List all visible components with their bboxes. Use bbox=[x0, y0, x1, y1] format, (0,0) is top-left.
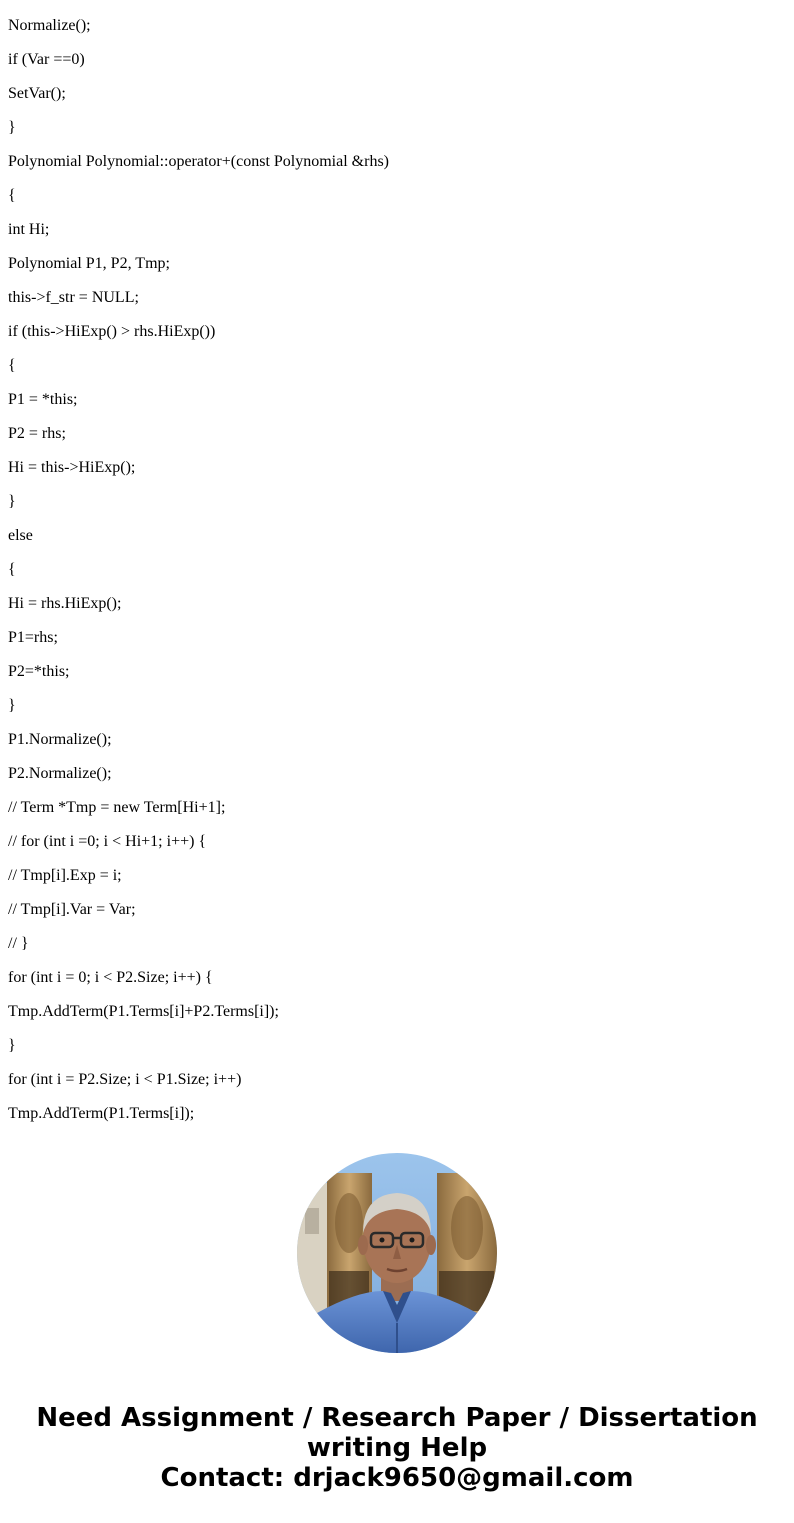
code-line: } bbox=[8, 119, 16, 136]
code-line: P1.Normalize(); bbox=[8, 731, 112, 748]
code-line: P1 = *this; bbox=[8, 391, 78, 408]
code-line: P2.Normalize(); bbox=[8, 765, 112, 782]
author-avatar bbox=[297, 1153, 497, 1353]
code-line: { bbox=[8, 561, 16, 578]
code-line: if (this->HiExp() > rhs.HiExp()) bbox=[8, 323, 216, 340]
promo-line: writing Help bbox=[306, 1433, 488, 1463]
code-listing bbox=[8, 17, 778, 1139]
code-line: Hi = rhs.HiExp(); bbox=[8, 595, 122, 612]
code-line: Polynomial P1, P2, Tmp; bbox=[8, 255, 170, 272]
promo-line: Need Assignment / Research Paper / Dissertation bbox=[36, 1403, 758, 1433]
code-line: this->f_str = NULL; bbox=[8, 289, 139, 306]
code-line: { bbox=[8, 357, 16, 374]
code-line: { bbox=[8, 187, 16, 204]
code-line: // for (int i =0; i < Hi+1; i++) { bbox=[8, 833, 207, 850]
code-line: P1=rhs; bbox=[8, 629, 58, 646]
contact-email: Contact: drjack9650@gmail.com bbox=[160, 1463, 634, 1493]
code-line: Tmp.AddTerm(P1.Terms[i]+P2.Terms[i]); bbox=[8, 1003, 279, 1020]
code-line: // Tmp[i].Var = Var; bbox=[8, 901, 136, 918]
code-line: Polynomial Polynomial::operator+(const Polynomial &rhs) bbox=[8, 153, 389, 170]
code-line: // } bbox=[8, 935, 29, 952]
code-line: Hi = this->HiExp(); bbox=[8, 459, 136, 476]
code-line: P2=*this; bbox=[8, 663, 70, 680]
code-line: // Term *Tmp = new Term[Hi+1]; bbox=[8, 799, 226, 816]
code-line: } bbox=[8, 697, 16, 714]
code-line: P2 = rhs; bbox=[8, 425, 66, 442]
code-line: Tmp.AddTerm(P1.Terms[i]); bbox=[8, 1105, 195, 1122]
person-photo-icon bbox=[297, 1153, 497, 1353]
code-line: } bbox=[8, 1037, 16, 1054]
code-line: if (Var ==0) bbox=[8, 51, 85, 68]
code-line: for (int i = P2.Size; i < P1.Size; i++) bbox=[8, 1071, 242, 1088]
code-line: SetVar(); bbox=[8, 85, 66, 102]
code-line: Normalize(); bbox=[8, 17, 91, 34]
code-line: } bbox=[8, 493, 16, 510]
code-line: // Tmp[i].Exp = i; bbox=[8, 867, 122, 884]
code-line: for (int i = 0; i < P2.Size; i++) { bbox=[8, 969, 213, 986]
promo-banner bbox=[0, 1403, 794, 1493]
code-line: int Hi; bbox=[8, 221, 50, 238]
code-line: else bbox=[8, 527, 33, 544]
